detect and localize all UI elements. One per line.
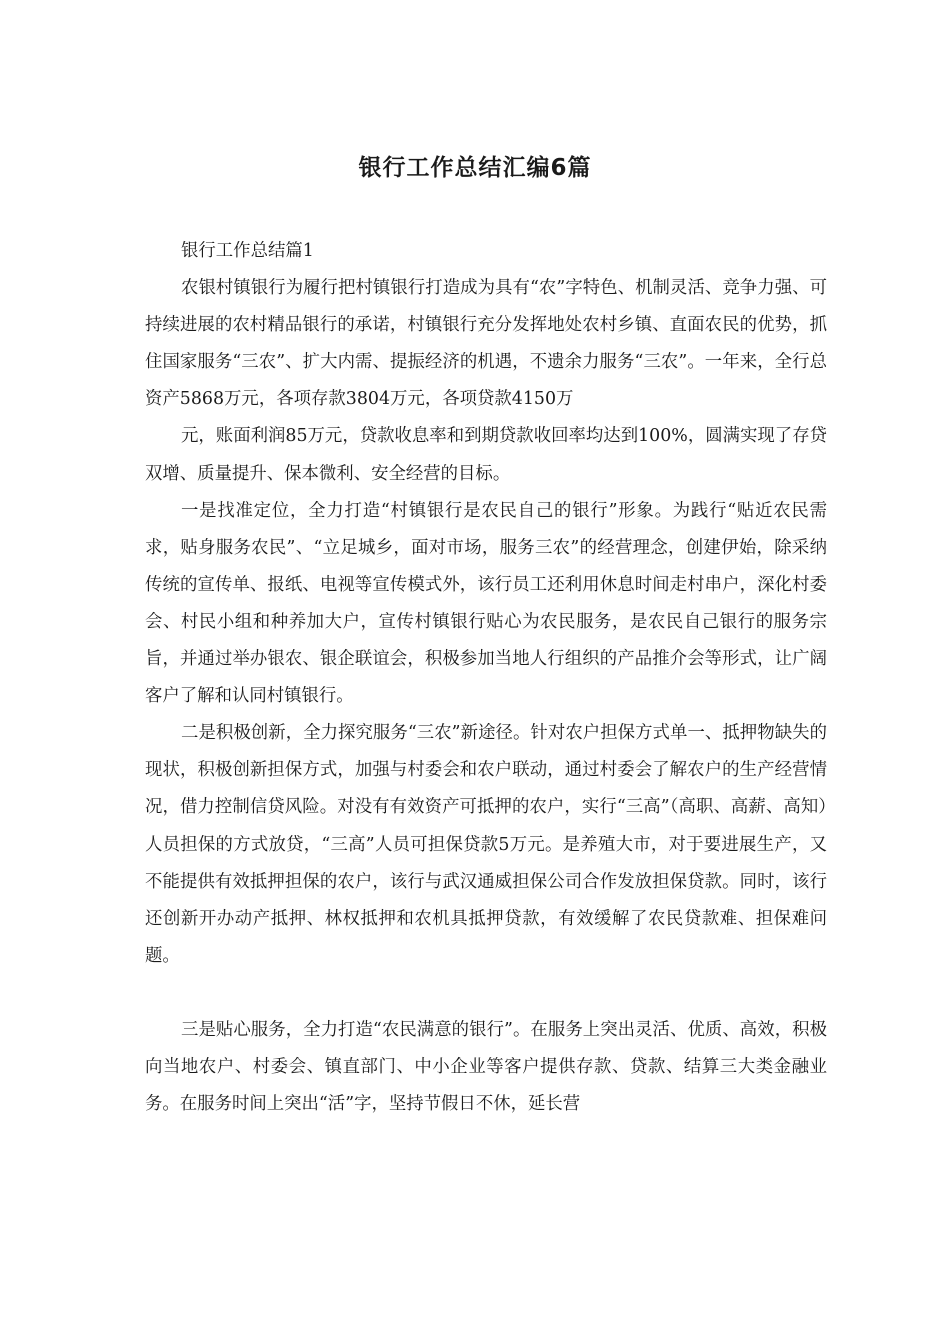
paragraph-positioning: 一是找准定位，全力打造“村镇银行是农民自己的银行”形象。为践行“贴近农民需求，贴身服务农民”、“立足城乡，面对市场，服务三农”的经营理念，创建伊始，除采纳传统的宣传单、报纸、电视等宣传模式外，该行员工还利用休息时间走村串户，深化村委会、村民小组和种养加大户，宣传村镇银行贴心为农民服务，是农民自己银行的服务宗旨，并通过举办银农、银企联谊会，积极参加当地人行组织的产品推介会等形式，让广阔客户了解和认同村镇银行。 (145, 500, 827, 707)
paragraph-gap (145, 975, 827, 1012)
paragraph-innovation: 二是积极创新，全力探究服务“三农”新途径。针对农户担保方式单一、抵押物缺失的现状，积极创新担保方式，加强与村委会和农户联动，通过村委会了解农户的生产经营情况，借力控制信贷风险。对没有有效资产可抵押的农户，实行“三高”（高职、高薪、高知）人员担保的方式放贷，“三高”人员可担保贷款5万元。是养殖大市，对于要进展生产，又不能提供有效抵押担保的农户，该行与武汉通威担保公司合作发放担保贷款。同时，该行还创新开办动产抵押、林权抵押和农机具抵押贷款，有效缓解了农民贷款难、担保难问题。 (145, 723, 827, 966)
paragraph-service: 三是贴心服务，全力打造“农民满意的银行”。在服务上突出灵活、优质、高效，积极向当地农户、村委会、镇直部门、中小企业等客户提供存款、贷款、结算三大类金融业务。在服务时间上突出“活”字，坚持节假日不休，延长营 (145, 1019, 827, 1115)
document-body (145, 233, 827, 1123)
paragraph-intro: 农银村镇银行为履行把村镇银行打造成为具有“农”字特色、机制灵活、竞争力强、可持续进展的农村精品银行的承诺，村镇银行充分发挥地处农村乡镇、直面农民的优势，抓住国家服务“三农”、扩大内需、提振经济的机遇，不遗余力服务“三农”。一年来，全行总资产5868万元，各项存款3804万元，各项贷款4150万 (145, 278, 827, 410)
document-title: 银行工作总结汇编6篇 (358, 155, 592, 181)
paragraph-results: 元，账面利润85万元，贷款收息率和到期贷款收回率均达到100%，圆满实现了存贷双增、质量提升、保本微利、安全经营的目标。 (145, 426, 827, 484)
section-heading: 银行工作总结篇1 (181, 241, 314, 261)
